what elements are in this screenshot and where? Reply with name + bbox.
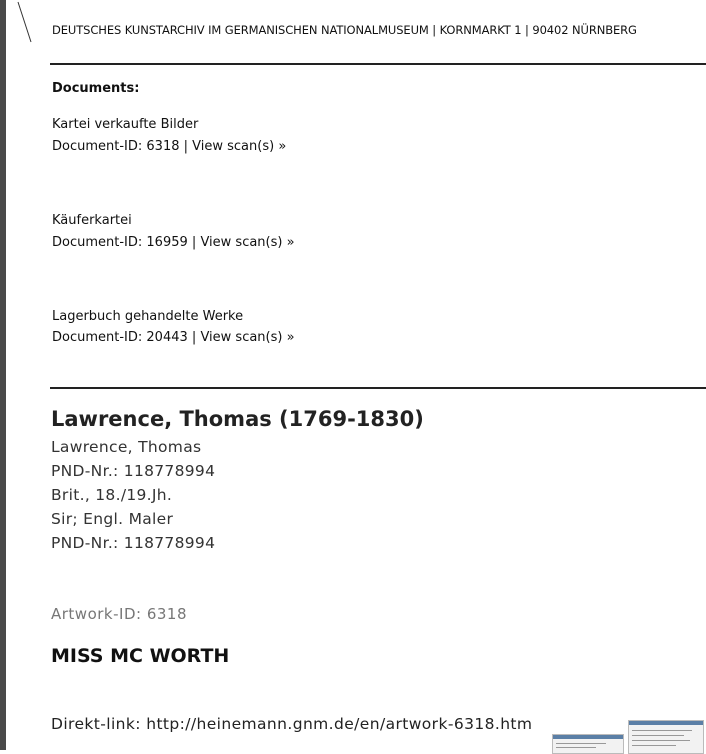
document-meta [52, 330, 295, 345]
documents-heading: Documents: [52, 81, 140, 96]
artist-detail: PND-Nr.: 118778994 [51, 462, 216, 480]
document-title: Käuferkartei [52, 213, 132, 228]
direct-link[interactable]: Direkt-link: http://heinemann.gnm.de/en/artwork-6318.htm [51, 715, 533, 733]
separator: | [191, 330, 197, 345]
separator: | [183, 139, 189, 154]
document-id: Document-ID: 20443 [52, 330, 188, 345]
view-scans-link[interactable]: View scan(s) » [200, 330, 295, 345]
artwork-title: MISS MC WORTH [51, 645, 230, 667]
document-id: Document-ID: 16959 [52, 235, 188, 250]
document-id: Document-ID: 6318 [52, 139, 180, 154]
artist-detail: Sir; Engl. Maler [51, 510, 174, 528]
artist-detail: Brit., 18./19.Jh. [51, 486, 173, 504]
header-divider [50, 63, 706, 65]
document-meta [52, 235, 295, 250]
artwork-id: Artwork-ID: 6318 [51, 605, 187, 623]
artist-name: Lawrence, Thomas (1769-1830) [51, 407, 424, 431]
view-scans-link[interactable]: View scan(s) » [192, 139, 287, 154]
page-edge-bar [0, 0, 6, 750]
section-divider [50, 387, 706, 389]
document-meta [52, 139, 286, 154]
scan-corner-mark [14, 0, 40, 44]
artist-detail: PND-Nr.: 118778994 [51, 534, 216, 552]
artist-detail: Lawrence, Thomas [51, 438, 202, 456]
taskbar-thumbnails [548, 716, 706, 750]
document-title: Kartei verkaufte Bilder [52, 117, 199, 132]
window-thumbnail[interactable] [552, 734, 624, 754]
view-scans-link[interactable]: View scan(s) » [200, 235, 295, 250]
archive-header: DEUTSCHES KUNSTARCHIV IM GERMANISCHEN NATIONALMUSEUM | KORNMARKT 1 | 90402 NÜRNBERG [52, 23, 637, 37]
document-title: Lagerbuch gehandelte Werke [52, 309, 244, 324]
separator: | [191, 235, 197, 250]
window-thumbnail[interactable] [628, 720, 704, 754]
